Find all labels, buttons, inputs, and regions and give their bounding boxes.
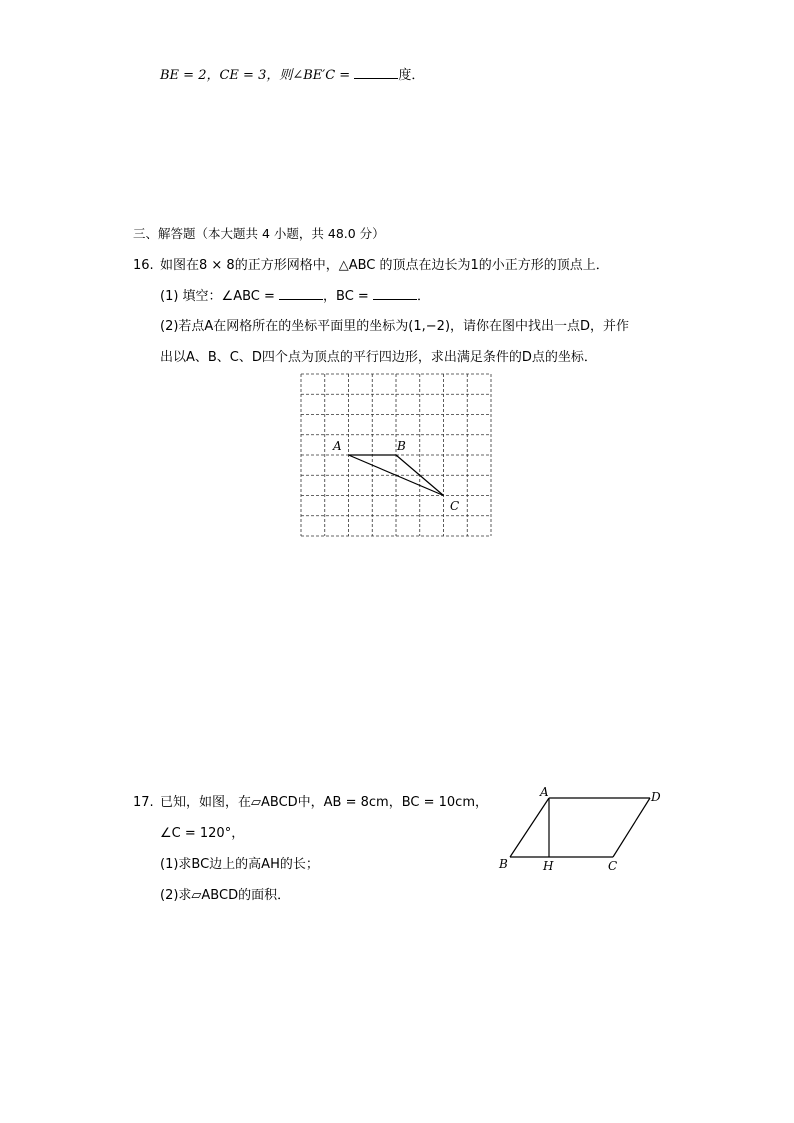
label-h: H [543,859,554,873]
q16-part1-label: (1) 填空：∠ABC = [160,289,280,304]
q15-tail-unit: 度． [398,68,425,83]
q15-answer-blank[interactable] [354,66,398,79]
label-c: C [608,859,618,873]
q15-tail-line [160,66,424,85]
label-c: C [450,499,460,513]
label-a: A [333,439,342,453]
q17-parallelogram-figure [494,782,674,878]
label-d: D [651,790,661,804]
q16-part1 [160,287,430,306]
q17-line4: (2)求▱ABCD的面积． [160,888,291,903]
q16-grid-figure [296,370,496,542]
label-a: A [540,785,549,799]
q15-tail-text: BE = 2，CE = 3，则∠BE′C = [160,68,355,83]
q17-line2: ∠C = 120°， [160,826,245,841]
parallelogram-abcd [510,798,650,857]
q16-bc-blank[interactable] [373,287,417,300]
label-b: B [499,857,508,871]
q16-number: 16. [133,258,154,273]
q16-stem: 如图在8 × 8的正方形网格中，△ABC 的顶点在边长为1的小正方形的顶点上． [160,258,609,273]
q16-part1-bc-label: ，BC = [323,289,373,304]
section-heading: 三、解答题（本大题共 4 小题，共 48.0 分） [133,226,385,241]
label-b: B [397,439,406,453]
q17-line3: (1)求BC边上的高AH的长； [160,857,319,872]
q17-number: 17. [133,795,154,810]
q17-line1: 已知，如图，在▱ABCD中，AB = 8cm，BC = 10cm， [160,795,488,810]
q16-part2-line1: (2)若点A在网格所在的坐标平面里的坐标为(1,−2)，请你在图中找出一点D，并作 [160,319,630,334]
q16-part1-end: ． [416,289,430,304]
q16-angle-blank[interactable] [279,287,323,300]
q16-part2-line2: 出以A、B、C、D四个点为顶点的平行四边形，求出满足条件的D点的坐标． [160,350,597,365]
